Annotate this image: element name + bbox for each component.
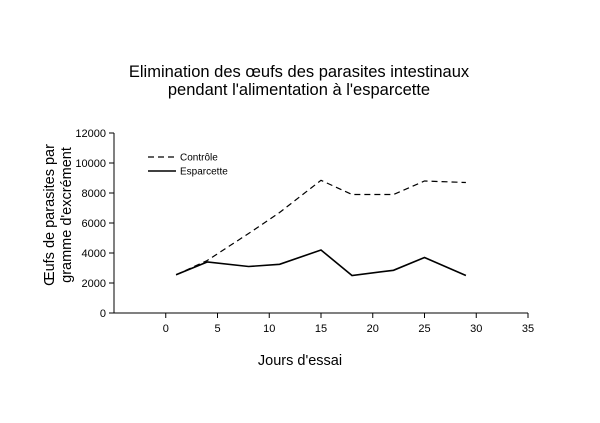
y-axis-label-line-1: Œufs de parasites par — [42, 144, 58, 286]
y-tick-label: 4000 — [81, 248, 106, 260]
axes — [75, 128, 534, 335]
x-tick-label: 15 — [314, 323, 328, 335]
y-tick-label: 0 — [99, 308, 106, 320]
legend-label-contrôle: Contrôle — [180, 152, 218, 164]
y-axis-label-line-2: gramme d'excrément — [59, 147, 75, 283]
y-tick-label: 10000 — [75, 158, 106, 170]
y-tick-label: 6000 — [81, 218, 106, 230]
x-tick-label: 35 — [521, 323, 535, 335]
series-line-contrôle — [176, 180, 466, 274]
legend-label-esparcette: Esparcette — [180, 166, 228, 178]
y-tick-label: 12000 — [75, 128, 106, 140]
x-tick-label: 0 — [162, 323, 169, 335]
series-lines — [176, 180, 466, 275]
y-tick-label: 8000 — [81, 188, 106, 200]
chart-title-line-2: pendant l'alimentation à l'esparcette — [167, 81, 431, 99]
x-tick-label: 10 — [263, 323, 276, 335]
x-axis-label: Jours d'essai — [257, 353, 343, 369]
x-tick-label: 25 — [418, 323, 431, 335]
chart-title-line-1: Elimination des œufs des parasites intestinaux — [128, 63, 470, 81]
x-tick-label: 20 — [366, 323, 379, 335]
y-tick-label: 2000 — [81, 278, 106, 290]
legend — [148, 153, 228, 178]
x-tick-label: 5 — [214, 323, 221, 335]
x-tick-label: 30 — [470, 323, 483, 335]
series-line-esparcette — [176, 250, 466, 276]
